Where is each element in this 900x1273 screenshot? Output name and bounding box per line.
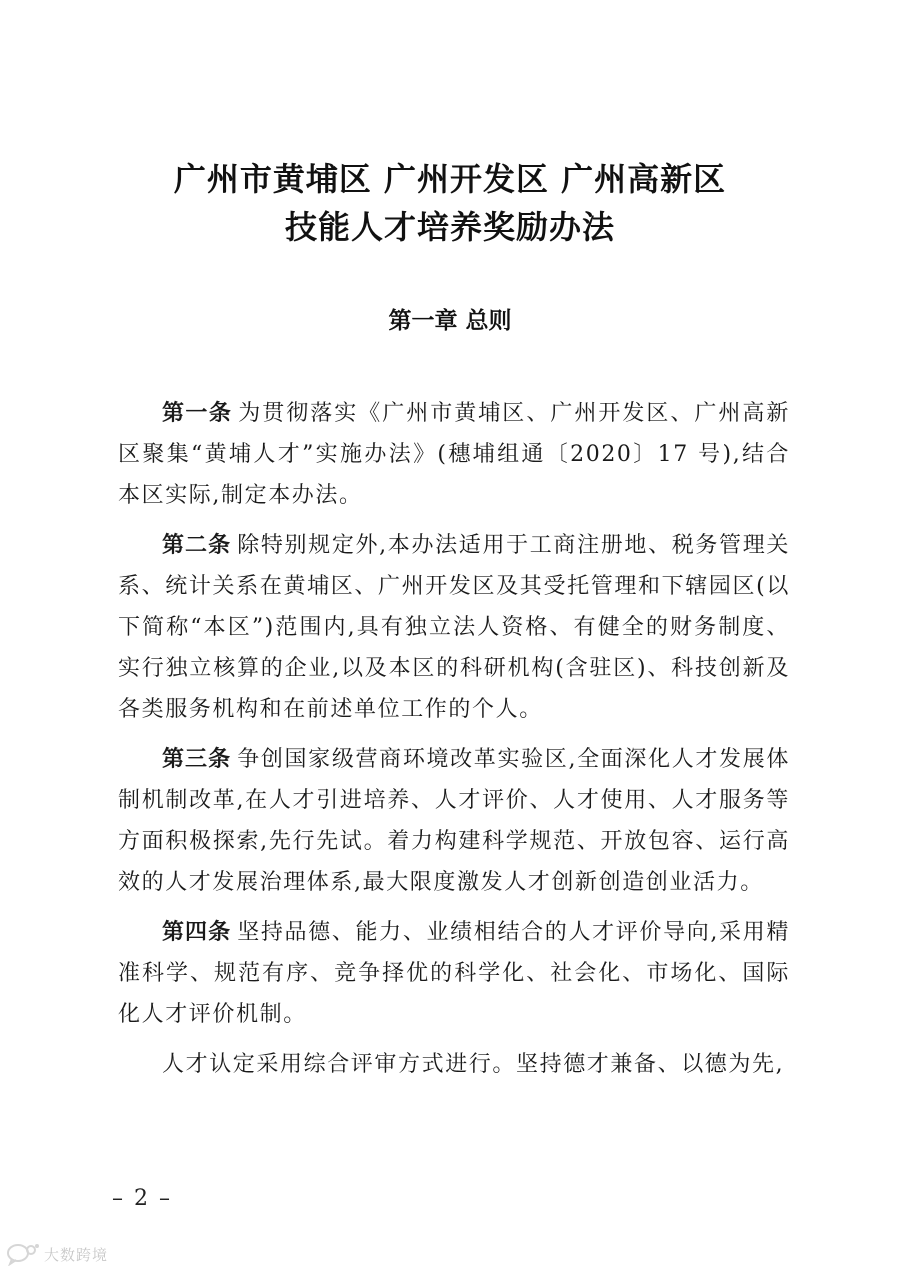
article-label: 第三条 [162, 746, 232, 772]
article-text: 坚持品德、能力、业绩相结合的人才评价导向,采用精准科学、规范有序、竞争择优的科学化、社会化、市场化、国际化人才评价机制。 [118, 920, 790, 1027]
continuation-paragraph [118, 1044, 790, 1085]
document-body [118, 393, 790, 1085]
article-3-paragraph [118, 739, 790, 903]
watermark-text: 大数跨境 [44, 1245, 109, 1264]
article-label: 第一条 [162, 400, 233, 426]
article-label: 第二条 [162, 532, 232, 558]
document-title-line-1: 广州市黄埔区 广州开发区 广州高新区 [173, 160, 727, 198]
speech-bubble-logo-icon [6, 1242, 40, 1266]
page-number: – 2 – [112, 1186, 172, 1211]
article-text: 为贯彻落实《广州市黄埔区、广州开发区、广州高新区聚集“黄埔人才”实施办法》(穗埔组通〔2020〕17 号),结合本区实际,制定本办法。 [118, 401, 790, 508]
article-text: 争创国家级营商环境改革实验区,全面深化人才发展体制机制改革,在人才引进培养、人才评价、人才使用、人才服务等方面积极探索,先行先试。着力构建科学规范、开放包容、运行高效的人才发展治理体系,最大限度激发人才创新创造创业活力。 [118, 747, 790, 895]
watermark [6, 1240, 108, 1268]
article-text: 除特别规定外,本办法适用于工商注册地、税务管理关系、统计关系在黄埔区、广州开发区及其受托管理和下辖园区(以下简称“本区”)范围内,具有独立法人资格、有健全的财务制度、实行独立核算的企业,以及本区的科研机构(含驻区)、科技创新及各类服务机构和在前述单位工作的个人。 [118, 533, 790, 722]
article-2-paragraph [118, 525, 790, 730]
article-label: 第四条 [162, 919, 232, 945]
article-1-paragraph [118, 393, 790, 516]
chapter-heading: 第一章 总则 [388, 307, 512, 334]
paragraph-text: 人才认定采用综合评审方式进行。坚持德才兼备、以德为先, [162, 1052, 785, 1077]
document-title-line-2: 技能人才培养奖励办法 [284, 208, 615, 246]
article-4-paragraph [118, 912, 790, 1035]
